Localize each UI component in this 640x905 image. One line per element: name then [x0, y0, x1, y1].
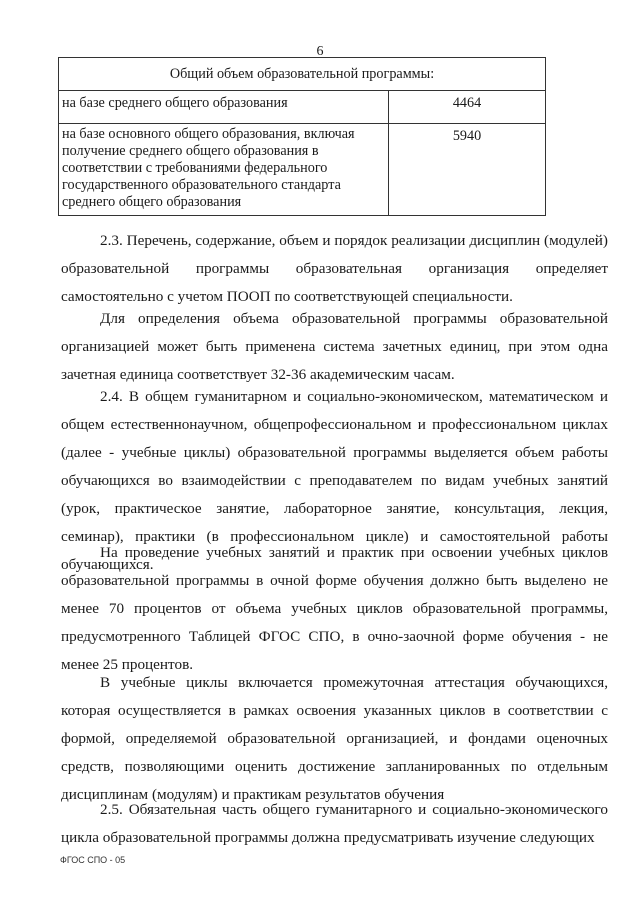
paragraph-2-5: 2.5. Обязательная часть общего гуманитарного и социально-экономического цикла образовательной программы должна предусматривать изучение следующих	[61, 801, 608, 846]
table-row	[59, 124, 546, 216]
paragraph-2-3: 2.3. Перечень, содержание, объем и порядок реализации дисциплин (модулей) образовательной программы образовательная организация определяет самостоятельно с учетом ПООП по соответствующей специальности.	[61, 232, 608, 305]
paragraph-2-4: 2.4. В общем гуманитарном и социально-экономическом, математическом и общем естественнонаучном, общепрофессиональном и профессиональном циклах (далее - учебные циклы) образовательной программы выделяется объем работы обучающихся во взаимодействии с преподавателем по видам учебных занятий (урок, практическое занятие, лабораторное занятие, консультация, лекция, семинар), практики (в профессиональном цикле) и самостоятельной работы обучающихся.	[61, 388, 608, 573]
paragraph-assessment: В учебные циклы включается промежуточная аттестация обучающихся, которая осуществляется в рамках освоения указанных циклов в соответствии с формой, определяемой образовательной организацией, и фондами оценочных средств, позволяющими оценить достижение запланированных по отдельным дисциплинам (модулям) и практикам результатов обучения	[61, 674, 608, 803]
program-volume-table	[58, 57, 546, 216]
table-row-value: 4464	[389, 91, 546, 124]
table-row-label: на базе основного общего образования, включая получение среднего общего образования в соответствии с требованиями федерального государственного образовательного стандарта среднего общего образования	[59, 124, 389, 216]
table-row-value: 5940	[389, 124, 546, 216]
footer-code: ФГОС СПО - 05	[60, 855, 126, 865]
table-row	[59, 91, 546, 124]
table-header-row	[59, 58, 546, 91]
paragraph-credit-units: Для определения объема образовательной программы образовательной организацией может быть применена система зачетных единиц, при этом одна зачетная единица соответствует 32-36 академическим часам.	[61, 310, 608, 383]
table-row-label: на базе среднего общего образования	[59, 91, 389, 124]
paragraph-contact-hours: На проведение учебных занятий и практик при освоении учебных циклов образовательной программы в очной форме обучения должно быть выделено не менее 70 процентов от объема учебных циклов образовательной программы, предусмотренного Таблицей ФГОС СПО, в очно-заочной форме обучения - не менее 25 процентов.	[61, 544, 608, 673]
table-header: Общий объем образовательной программы:	[59, 58, 546, 91]
page-number: 6	[316, 44, 324, 59]
